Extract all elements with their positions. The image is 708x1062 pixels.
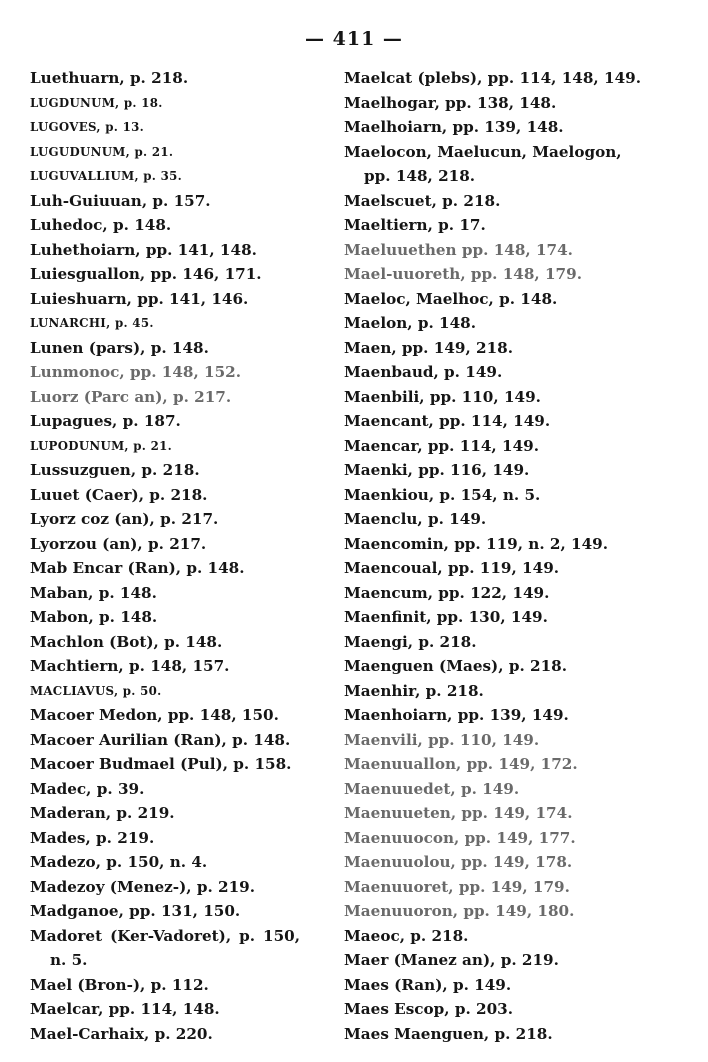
index-entry: Lyorz coz (an), p. 217.: [30, 510, 219, 528]
index-entry: Maenfinit, pp. 130, 149.: [344, 608, 548, 626]
index-entry: Maen, pp. 149, 218.: [344, 338, 514, 357]
index-entry: Luieshuarn, pp. 141, 146.: [30, 289, 249, 308]
index-entry: Lussuzguen, p. 218.: [30, 461, 200, 479]
index-entry: Macoer Medon, pp. 148, 150.: [30, 706, 279, 724]
index-entry: Mael (Bron-), p. 112.: [30, 975, 209, 994]
index-entry: Maeluuethen pp. 148, 174.: [344, 240, 573, 259]
index-entry: Machlon (Bot), p. 148.: [30, 632, 223, 651]
index-entry: Maelocon, Maelucun, Maelogon,: [344, 142, 622, 161]
index-entry: Macoer Aurilian (Ran), p. 148.: [30, 730, 291, 749]
index-entry: Maenbili, pp. 110, 149.: [344, 387, 541, 406]
index-entry: Maengi, p. 218.: [344, 632, 477, 651]
index-entry: n. 5.: [50, 951, 88, 969]
index-entry: Maelcar, pp. 114, 148.: [30, 1000, 220, 1018]
index-entry: Maenuuolou, pp. 149, 178.: [344, 853, 573, 871]
index-entry: LUGUVALLIUM, p. 35.: [30, 169, 183, 183]
index-entry: Maencar, pp. 114, 149.: [344, 436, 539, 455]
index-entry: Mael-Carhaix, p. 220.: [30, 1024, 213, 1043]
index-entry: Madganoe, pp. 131, 150.: [30, 902, 241, 920]
index-entry: Luethuarn, p. 218.: [30, 69, 189, 87]
index-entry: pp. 148, 218.: [364, 167, 476, 185]
index-entry: Mades, p. 219.: [30, 828, 155, 847]
index-entry: Maenguen (Maes), p. 218.: [344, 657, 568, 675]
index-entry: Maenvili, pp. 110, 149.: [344, 730, 540, 749]
index-entry: Maes (Ran), p. 149.: [344, 975, 512, 994]
index-entry: Maenbaud, p. 149.: [344, 363, 503, 381]
index-entry: Lupagues, p. 187.: [30, 412, 181, 430]
index-entry: Luorz (Parc an), p. 217.: [30, 387, 232, 406]
index-entry: Maenuuallon, pp. 149, 172.: [344, 755, 578, 773]
index-entry: Luhedoc, p. 148.: [30, 216, 172, 234]
index-entry: Maeloc, Maelhoc, p. 148.: [344, 289, 558, 308]
index-entry: Luiesguallon, pp. 146, 171.: [30, 265, 262, 283]
index-entry: Maenclu, p. 149.: [344, 510, 487, 528]
index-entry: Maenuuedet, p. 149.: [344, 779, 520, 798]
index-entry: Maeoc, p. 218.: [344, 926, 469, 945]
index-entry: Maencant, pp. 114, 149.: [344, 412, 551, 430]
index-entry: Maelon, p. 148.: [344, 314, 477, 332]
index-entry: Maelscuet, p. 218.: [344, 191, 501, 210]
index-entry: Maenuuoron, pp. 149, 180.: [344, 902, 575, 920]
index-entry: LUNARCHI, p. 45.: [30, 316, 154, 330]
index-entry: Maencum, pp. 122, 149.: [344, 583, 550, 602]
index-entry: Luuet (Caer), p. 218.: [30, 485, 208, 504]
index-column-right: [344, 66, 642, 1046]
index-entry: Maelhogar, pp. 138, 148.: [344, 93, 557, 112]
index-entry: LUGOVES, p. 13.: [30, 120, 145, 134]
index-entry: Maeltiern, p. 17.: [344, 216, 486, 234]
index-entry: Maenhoiarn, pp. 139, 149.: [344, 706, 569, 724]
index-entry: Maenuuoret, pp. 149, 179.: [344, 877, 570, 896]
index-entry: Macoer Budmael (Pul), p. 158.: [30, 755, 292, 773]
index-entry: Maes Maenguen, p. 218.: [344, 1024, 553, 1043]
index-entry: MACLIAVUS, p. 50.: [30, 683, 162, 698]
page-number: — 411 —: [305, 28, 403, 50]
index-entry: Madezoy (Menez-), p. 219.: [30, 877, 256, 896]
index-entry: Mael-uuoreth, pp. 148, 179.: [344, 265, 582, 283]
index-entry: Madoret (Ker-Vadoret), p. 150,: [30, 926, 300, 945]
index-entry: Maenhir, p. 218.: [344, 681, 484, 700]
index-entry: Maencomin, pp. 119, n. 2, 149.: [344, 534, 609, 553]
index-column-left: [30, 66, 300, 1046]
index-entry: LUPODUNUM, p. 21.: [30, 438, 173, 453]
index-entry: Lunmonoc, pp. 148, 152.: [30, 363, 242, 381]
index-entry: LUGDUNUM, p. 18.: [30, 95, 163, 110]
index-entry: Maderan, p. 219.: [30, 804, 175, 822]
index-entry: Maban, p. 148.: [30, 583, 157, 602]
index-entry: Maelcat (plebs), pp. 114, 148, 149.: [344, 69, 642, 87]
index-entry: Machtiern, p. 148, 157.: [30, 657, 230, 675]
index-entry: Lunen (pars), p. 148.: [30, 338, 209, 357]
index-entry: Maenuuocon, pp. 149, 177.: [344, 828, 576, 847]
index-entry: LUGUDUNUM, p. 21.: [30, 144, 174, 159]
index-entry: Mab Encar (Ran), p. 148.: [30, 559, 245, 577]
index-entry: Luhethoiarn, pp. 141, 148.: [30, 240, 257, 259]
index-entry: Madezo, p. 150, n. 4.: [30, 853, 208, 871]
index-entry: Lyorzou (an), p. 217.: [30, 534, 207, 553]
index-entry: Luh-Guiuuan, p. 157.: [30, 191, 211, 210]
index-entry: Mabon, p. 148.: [30, 608, 158, 626]
index-entry: Maer (Manez an), p. 219.: [344, 951, 559, 969]
index-entry: Maencoual, pp. 119, 149.: [344, 559, 560, 577]
index-entry: Maenkiou, p. 154, n. 5.: [344, 485, 541, 504]
index-entry: Maenki, pp. 116, 149.: [344, 461, 530, 479]
index-entry: Maelhoiarn, pp. 139, 148.: [344, 118, 564, 136]
index-entry: Madec, p. 39.: [30, 779, 145, 798]
index-entry: Maenuueten, pp. 149, 174.: [344, 804, 573, 822]
index-entry: Maes Escop, p. 203.: [344, 1000, 514, 1018]
